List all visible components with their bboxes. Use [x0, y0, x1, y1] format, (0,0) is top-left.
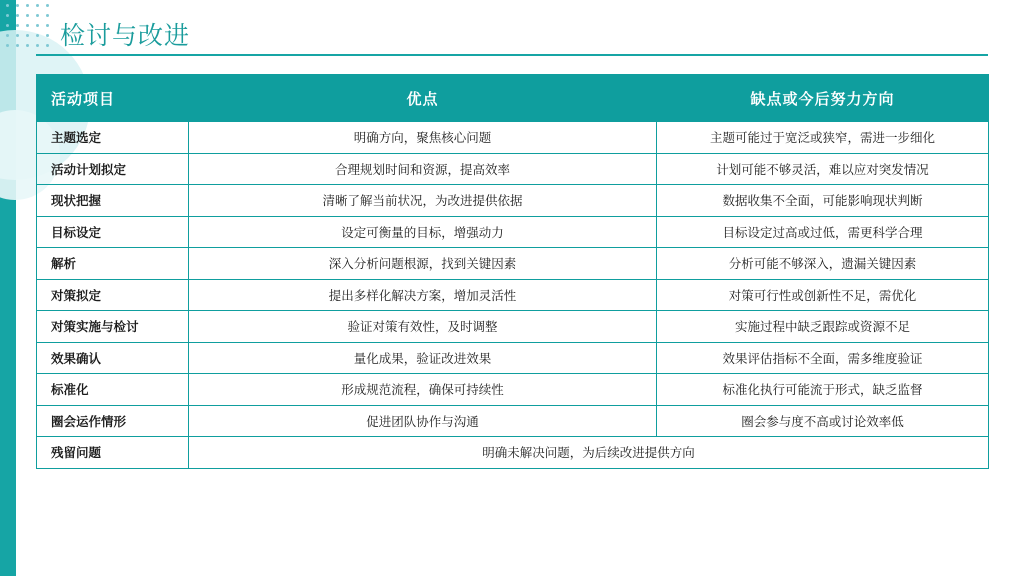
- cell-cons: 数据收集不全面，可能影响现状判断: [657, 185, 989, 217]
- cell-item: 现状把握: [37, 185, 189, 217]
- cell-item: 标准化: [37, 374, 189, 406]
- cell-pros: 形成规范流程，确保可持续性: [189, 374, 657, 406]
- cell-item: 残留问题: [37, 437, 189, 469]
- cell-pros: 量化成果，验证改进效果: [189, 342, 657, 374]
- cell-pros: 明确方向，聚焦核心问题: [189, 122, 657, 154]
- column-header-pros: 优点: [189, 75, 657, 122]
- cell-cons: 目标设定过高或过低，需更科学合理: [657, 216, 989, 248]
- cell-pros: 清晰了解当前状况，为改进提供依据: [189, 185, 657, 217]
- cell-remaining-issues: 明确未解决问题，为后续改进提供方向: [189, 437, 989, 469]
- cell-item: 主题选定: [37, 122, 189, 154]
- cell-item: 解析: [37, 248, 189, 280]
- review-improvement-table: [36, 74, 988, 469]
- table-row: [37, 374, 989, 406]
- cell-pros: 设定可衡量的目标，增强动力: [189, 216, 657, 248]
- cell-cons: 实施过程中缺乏跟踪或资源不足: [657, 311, 989, 343]
- cell-cons: 对策可行性或创新性不足，需优化: [657, 279, 989, 311]
- cell-cons: 标准化执行可能流于形式，缺乏监督: [657, 374, 989, 406]
- table-row: [37, 122, 989, 154]
- cell-cons: 分析可能不够深入，遗漏关键因素: [657, 248, 989, 280]
- table-row: [37, 311, 989, 343]
- table-row: [37, 185, 989, 217]
- cell-pros: 促进团队协作与沟通: [189, 405, 657, 437]
- cell-item: 圈会运作情形: [37, 405, 189, 437]
- cell-item: 目标设定: [37, 216, 189, 248]
- table-row-last: [37, 437, 989, 469]
- cell-pros: 深入分析问题根源，找到关键因素: [189, 248, 657, 280]
- cell-pros: 提出多样化解决方案，增加灵活性: [189, 279, 657, 311]
- table-header-row: [37, 75, 989, 122]
- cell-cons: 主题可能过于宽泛或狭窄，需进一步细化: [657, 122, 989, 154]
- table-row: [37, 248, 989, 280]
- cell-item: 效果确认: [37, 342, 189, 374]
- table-row: [37, 153, 989, 185]
- cell-cons: 圈会参与度不高或讨论效率低: [657, 405, 989, 437]
- cell-cons: 计划可能不够灵活，难以应对突发情况: [657, 153, 989, 185]
- table-body: [37, 122, 989, 469]
- cell-item: 活动计划拟定: [37, 153, 189, 185]
- column-header-cons: 缺点或今后努力方向: [657, 75, 989, 122]
- table-row: [37, 342, 989, 374]
- table-row: [37, 216, 989, 248]
- cell-cons: 效果评估指标不全面，需多维度验证: [657, 342, 989, 374]
- decorative-dot-grid: [4, 2, 60, 58]
- column-header-item: 活动项目: [37, 75, 189, 122]
- table-row: [37, 405, 989, 437]
- title-divider: [36, 54, 988, 56]
- cell-item: 对策拟定: [37, 279, 189, 311]
- cell-pros: 合理规划时间和资源，提高效率: [189, 153, 657, 185]
- cell-pros: 验证对策有效性，及时调整: [189, 311, 657, 343]
- table-row: [37, 279, 989, 311]
- page-title: 检讨与改进: [60, 22, 191, 50]
- cell-item: 对策实施与检讨: [37, 311, 189, 343]
